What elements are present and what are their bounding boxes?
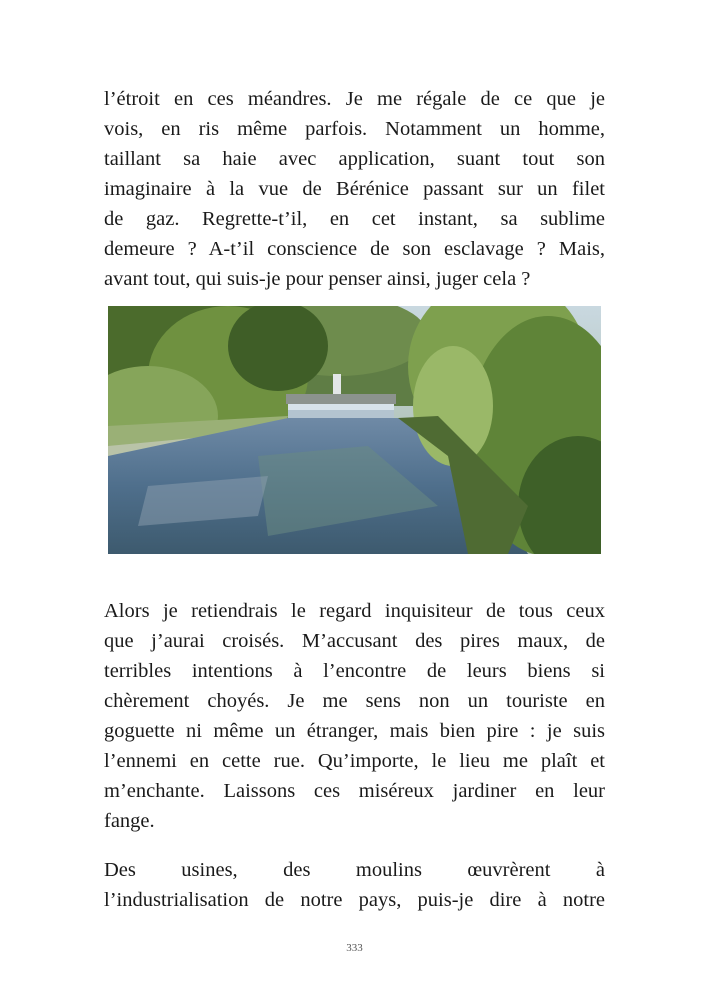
river-photo bbox=[108, 306, 601, 554]
text-line: que j’aurai croisés. M’accusant des pires maux, de bbox=[104, 630, 605, 652]
paragraph-2 bbox=[104, 596, 605, 836]
text-line: l’ennemi en cette rue. Qu’importe, le lieu me plaît et bbox=[104, 750, 605, 772]
text-line: l’étroit en ces méandres. Je me régale de ce que je bbox=[104, 88, 605, 110]
text-line: Alors je retiendrais le regard inquisiteur de tous ceux bbox=[104, 600, 605, 622]
text-line: l’industrialisation de notre pays, puis-je dire à notre bbox=[104, 889, 605, 911]
text-line: chèrement choyés. Je me sens non un touriste en bbox=[104, 690, 605, 712]
text-line: demeure ? A-t’il conscience de son esclavage ? Mais, bbox=[104, 238, 605, 260]
text-line: goguette ni même un étranger, mais bien pire : je suis bbox=[104, 720, 605, 742]
text-line: imaginaire à la vue de Bérénice passant sur un filet bbox=[104, 178, 605, 200]
text-line: fange. bbox=[104, 810, 155, 832]
text-line: terribles intentions à l’encontre de leurs biens si bbox=[104, 660, 605, 682]
text-line: taillant sa haie avec application, suant tout son bbox=[104, 148, 605, 170]
paragraph-3 bbox=[104, 855, 605, 915]
text-line: vois, en ris même parfois. Notamment un homme, bbox=[104, 118, 605, 140]
text-line: Des usines, des moulins œuvrèrent à bbox=[104, 859, 605, 881]
page-number: 333 bbox=[346, 942, 363, 954]
river-weir-image bbox=[108, 306, 601, 554]
text-line: m’enchante. Laissons ces miséreux jardiner en leur bbox=[104, 780, 605, 802]
text-line: de gaz. Regrette-t’il, en cet instant, sa sublime bbox=[104, 208, 605, 230]
text-line: avant tout, qui suis-je pour penser ainsi, juger cela ? bbox=[104, 268, 531, 290]
paragraph-1 bbox=[104, 84, 605, 294]
